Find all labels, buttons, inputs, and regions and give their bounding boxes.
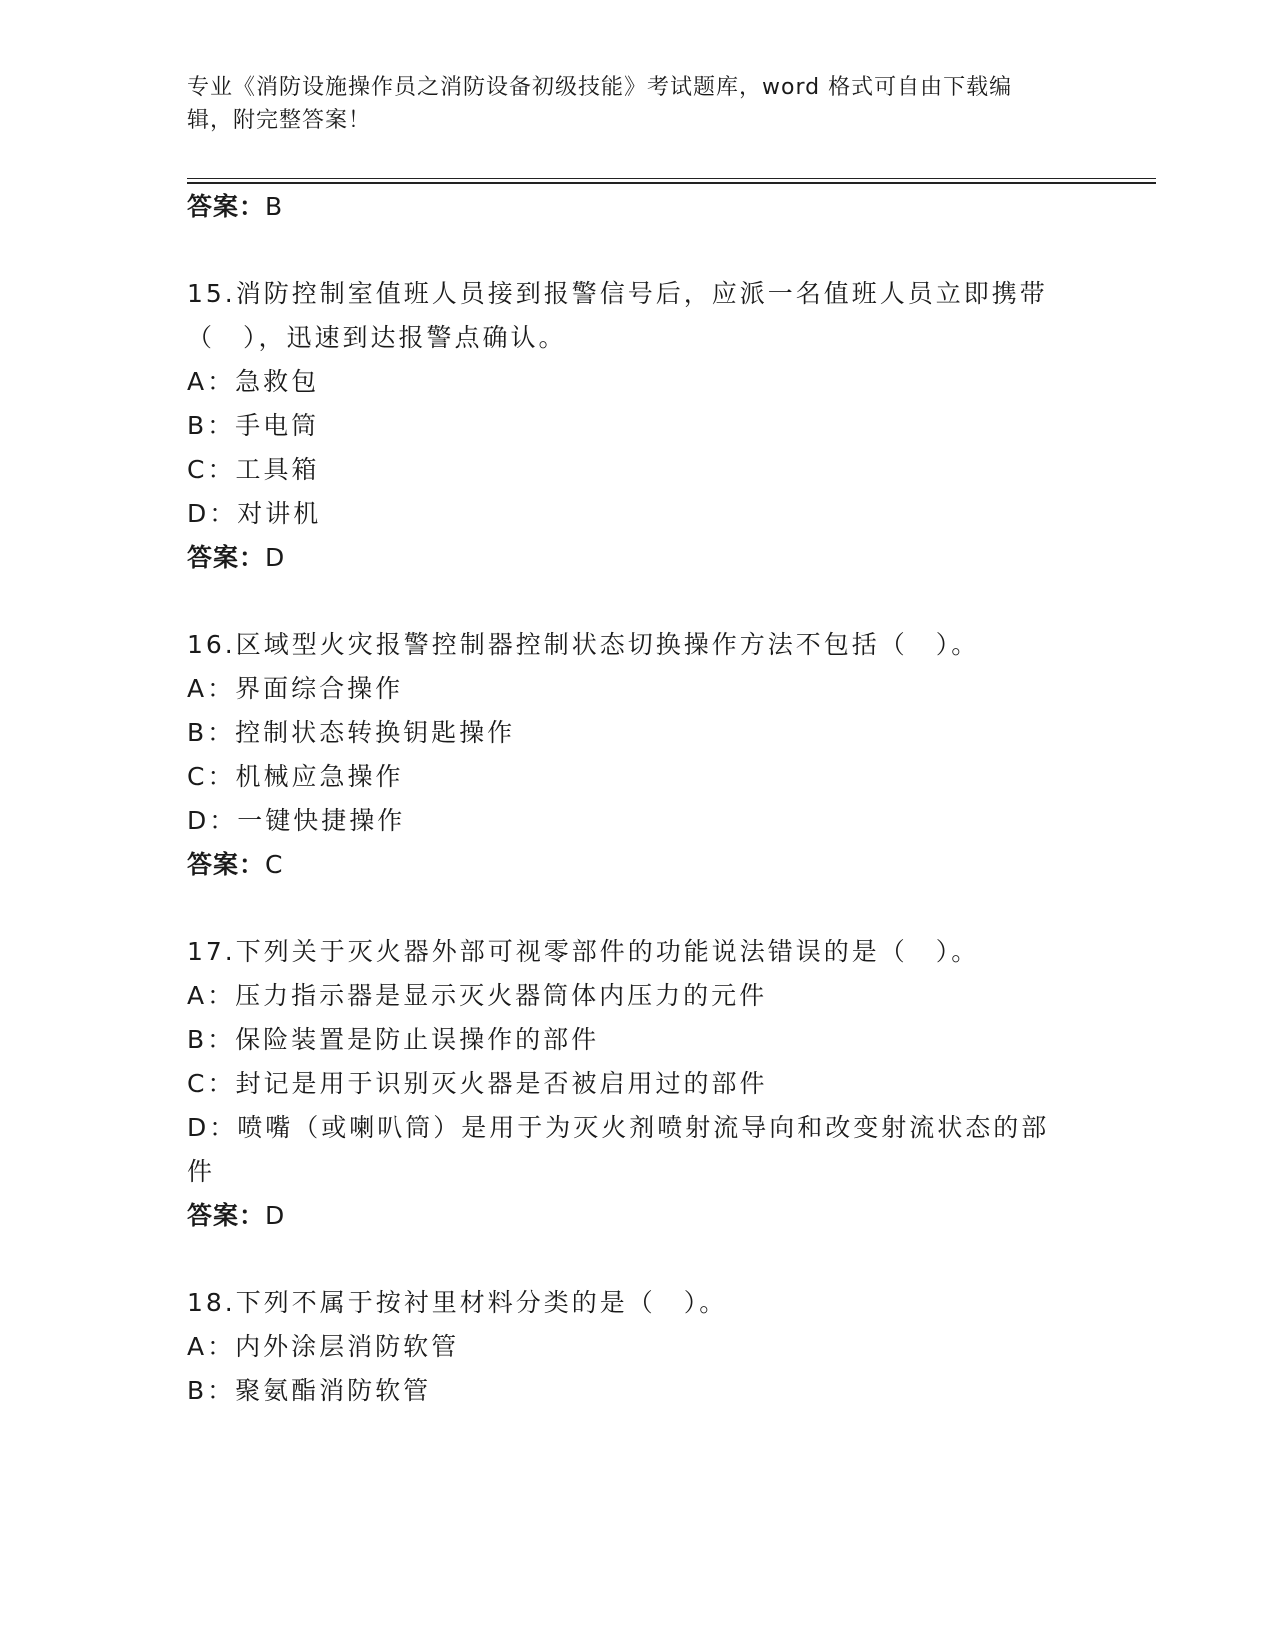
question-15-option-b: B：手电筒 <box>187 411 320 440</box>
document-header <box>187 71 1067 137</box>
question-17-option-b: B：保险装置是防止误操作的部件 <box>187 1025 600 1054</box>
header-line-2: 辑，附完整答案！ <box>187 108 372 133</box>
question-15-option-d: D：对讲机 <box>187 499 322 528</box>
question-16-option-d: D：一键快捷操作 <box>187 806 406 835</box>
question-16-stem-line-1: 16.区域型火灾报警控制器控制状态切换操作方法不包括（ ）。 <box>187 630 980 659</box>
question-17-option-c: C：封记是用于识别灭火器是否被启用过的部件 <box>187 1069 768 1098</box>
header-divider-thin <box>187 178 1156 179</box>
question-15-stem-line-2: （ ），迅速到达报警点确认。 <box>187 323 567 352</box>
answer-line <box>187 191 283 223</box>
answer-label: 答案： <box>187 850 266 879</box>
answer-value: B <box>265 192 284 221</box>
question-17-option-d: D：喷嘴（或喇叭筒）是用于为灭火剂喷射流导向和改变射流状态的部 <box>187 1113 1050 1142</box>
question-16-option-b: B：控制状态转换钥匙操作 <box>187 718 516 747</box>
answer-value: D <box>265 1201 286 1230</box>
header-divider-thick <box>187 182 1156 184</box>
question-15-option-a: A：急救包 <box>187 367 320 396</box>
answer-label: 答案： <box>187 543 266 572</box>
question-16-option-c: C：机械应急操作 <box>187 762 404 791</box>
answer-label: 答案： <box>187 1201 266 1230</box>
question-17-stem-line-1: 17.下列关于灭火器外部可视零部件的功能说法错误的是（ ）。 <box>187 937 980 966</box>
answer-value: C <box>265 850 284 879</box>
header-line-1: 专业《消防设施操作员之消防设备初级技能》考试题库，word 格式可自由下载编 <box>187 75 1013 100</box>
question-18-stem-line-1: 18.下列不属于按衬里材料分类的是（ ）。 <box>187 1288 728 1317</box>
question-15-answer <box>187 542 285 574</box>
answer-value: D <box>265 543 286 572</box>
question-17-option-a: A：压力指示器是显示灭火器筒体内压力的元件 <box>187 981 768 1010</box>
question-16-answer <box>187 849 283 881</box>
question-15-stem-line-1: 15.消防控制室值班人员接到报警信号后，应派一名值班人员立即携带 <box>187 279 1048 308</box>
question-17-option-d-cont: 件 <box>187 1157 216 1186</box>
question-18-option-b: B：聚氨酯消防软管 <box>187 1376 432 1405</box>
question-15-option-c: C：工具箱 <box>187 455 320 484</box>
question-18-option-a: A：内外涂层消防软管 <box>187 1332 460 1361</box>
question-16-option-a: A：界面综合操作 <box>187 674 404 703</box>
answer-label: 答案： <box>187 192 266 221</box>
question-17-answer <box>187 1200 285 1232</box>
